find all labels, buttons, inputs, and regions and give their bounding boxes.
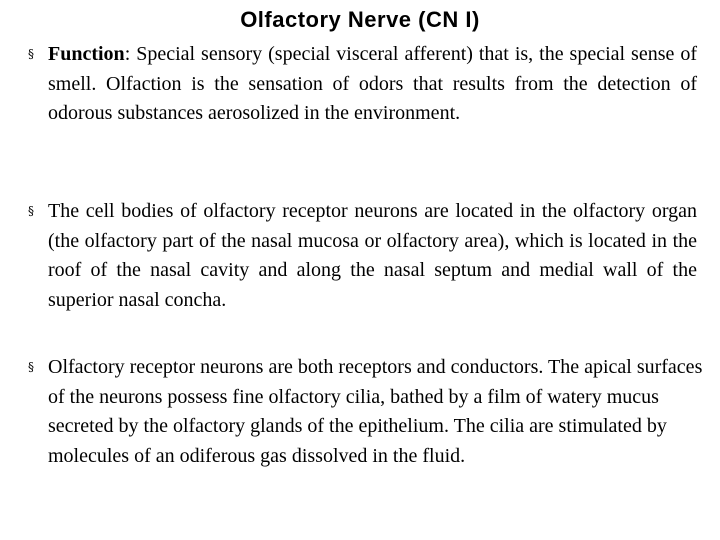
bullet-text — [48, 40, 697, 129]
bullet-text: Olfactory receptor neurons are both receptors and conductors. The apical surfaces of the neurons possess fine olfactory cilia, bathed by a film of watery mucus secreted by the olfactory glands of the epithelium. The cilia are stimulated by molecules of an odiferous gas dissolved in the fluid. — [48, 356, 703, 467]
bullet-label: Function — [48, 43, 125, 65]
slide-title: Olfactory Nerve (CN I) — [240, 7, 480, 32]
bullet-marker-icon: § — [28, 204, 34, 218]
bullet-body: : Special sensory (special visceral afferent) that is, the special sense of smell. Olfaction is the sensation of odors that results from the detection of odorous substances aerosolized in the environment. — [48, 43, 697, 124]
bullet-marker-icon: § — [28, 360, 34, 374]
bullet-marker-icon: § — [28, 47, 34, 61]
bullet-text: The cell bodies of olfactory receptor neurons are located in the olfactory organ (the olfactory part of the nasal mucosa or olfactory area), which is located in the roof of the nasal cavity and along the nasal septum and medial wall of the superior nasal concha. — [48, 200, 697, 311]
